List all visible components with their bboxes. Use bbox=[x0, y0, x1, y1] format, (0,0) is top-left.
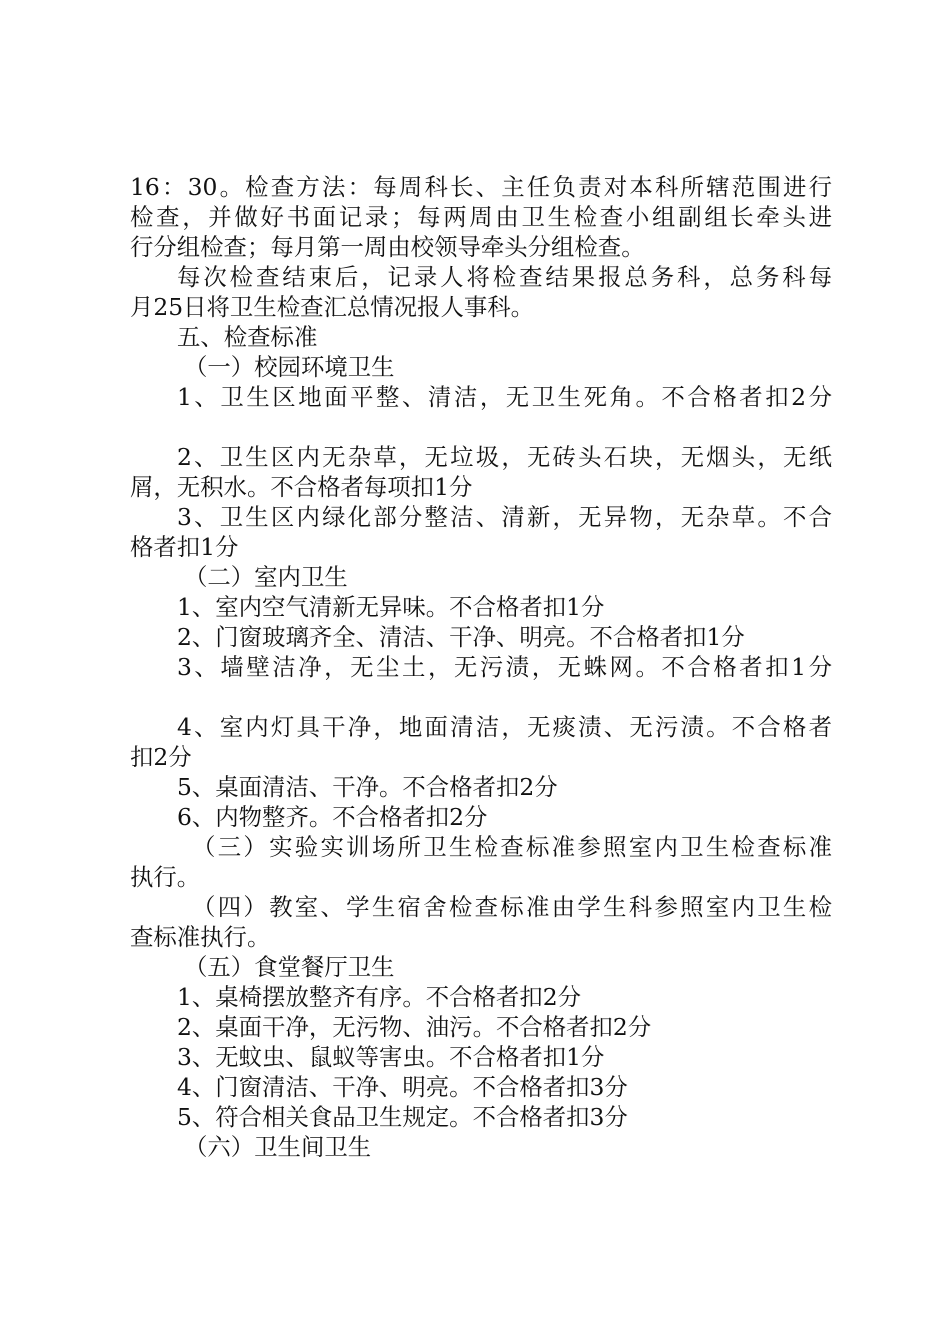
blank-line bbox=[130, 682, 832, 712]
list-item: 2、卫生区内无杂草，无垃圾，无砖头石块，无烟头，无纸 bbox=[177, 443, 832, 471]
list-item-continuation: 扣2分 bbox=[130, 743, 192, 771]
list-item: 1、室内空气清新无异味。不合格者扣1分 bbox=[177, 593, 605, 621]
list-item: 2、门窗玻璃齐全、清洁、干净、明亮。不合格者扣1分 bbox=[177, 623, 745, 651]
paragraph-line: 行分组检查；每月第一周由校领导牵头分组检查。 bbox=[130, 233, 645, 261]
paragraph-line: 月25日将卫生检查汇总情况报人事科。 bbox=[130, 293, 535, 321]
subsection-heading: （一）校园环境卫生 bbox=[184, 353, 395, 381]
list-item: 4、门窗清洁、干净、明亮。不合格者扣3分 bbox=[177, 1073, 628, 1101]
paragraph-line: 检查，并做好书面记录；每两周由卫生检查小组副组长牵头进 bbox=[130, 203, 832, 231]
list-item: 2、桌面干净，无污物、油污。不合格者扣2分 bbox=[177, 1013, 652, 1041]
paragraph-line: 16：30。检查方法：每周科长、主任负责对本科所辖范围进行 bbox=[130, 173, 832, 201]
list-item: 1、卫生区地面平整、清洁，无卫生死角。不合格者扣2分 bbox=[177, 383, 832, 411]
blank-line bbox=[130, 412, 832, 442]
paragraph-line: 每次检查结束后，记录人将检查结果报总务科，总务科每 bbox=[177, 263, 832, 291]
list-item: 1、桌椅摆放整齐有序。不合格者扣2分 bbox=[177, 983, 582, 1011]
subsection-heading: （五）食堂餐厅卫生 bbox=[184, 953, 395, 981]
document-body bbox=[130, 172, 832, 1162]
subsection-heading: （四）教室、学生宿舍检查标准由学生科参照室内卫生检 bbox=[192, 893, 832, 921]
section-heading: 五、检查标准 bbox=[177, 323, 318, 351]
list-item: 3、卫生区内绿化部分整洁、清新，无异物，无杂草。不合 bbox=[177, 503, 832, 531]
subsection-heading: （六）卫生间卫生 bbox=[184, 1133, 372, 1161]
list-item: 3、无蚊虫、鼠蚁等害虫。不合格者扣1分 bbox=[177, 1043, 605, 1071]
list-item: 6、内物整齐。不合格者扣2分 bbox=[177, 803, 488, 831]
paragraph-line: 查标准执行。 bbox=[130, 923, 271, 951]
list-item: 5、符合相关食品卫生规定。不合格者扣3分 bbox=[177, 1103, 628, 1131]
list-item-continuation: 屑，无积水。不合格者每项扣1分 bbox=[130, 473, 473, 501]
subsection-heading: （二）室内卫生 bbox=[184, 563, 348, 591]
paragraph-line: 执行。 bbox=[130, 863, 201, 891]
list-item: 5、桌面清洁、干净。不合格者扣2分 bbox=[177, 773, 558, 801]
list-item: 4、室内灯具干净，地面清洁，无痰渍、无污渍。不合格者 bbox=[177, 713, 832, 741]
list-item: 3、墙壁洁净，无尘土，无污渍，无蛛网。不合格者扣1分 bbox=[177, 653, 832, 681]
list-item-continuation: 格者扣1分 bbox=[130, 533, 239, 561]
subsection-heading: （三）实验实训场所卫生检查标准参照室内卫生检查标准 bbox=[192, 833, 832, 861]
